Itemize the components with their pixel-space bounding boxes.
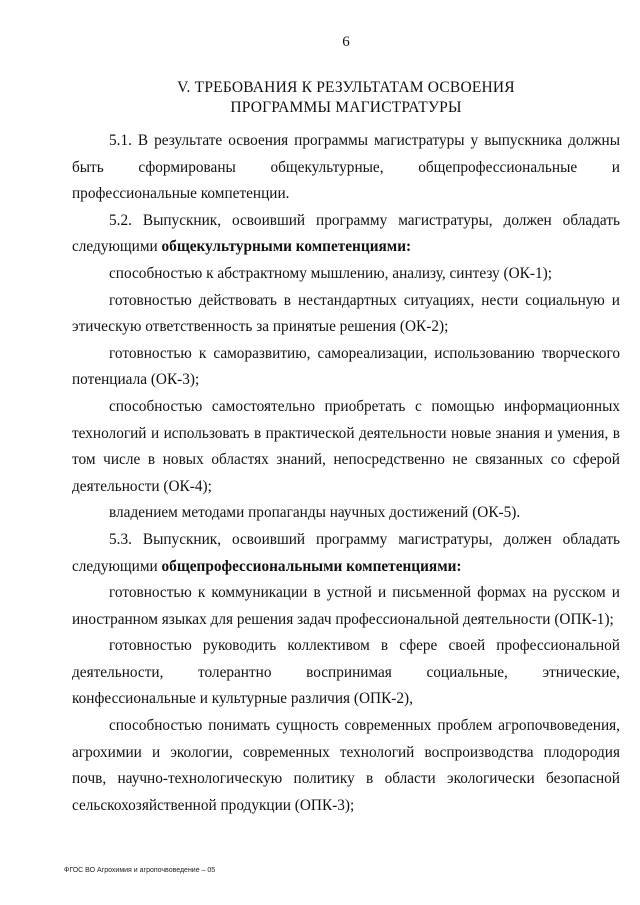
competence-opk-1: готовностью к коммуникации в устной и письменной формах на русском и иностранном языках для решения задач профессиональной деятельности (ОПК-1); (72, 584, 620, 628)
paragraph-5-3-bold: общепрофессиональными компетенциями: (161, 557, 462, 575)
section-heading (100, 78, 592, 118)
section-heading-line-1: V. ТРЕБОВАНИЯ К РЕЗУЛЬТАТАМ ОСВОЕНИЯ (177, 79, 515, 96)
competence-ok-5: владением методами пропаганды научных достижений (ОК-5). (109, 504, 521, 522)
paragraph-5-2-bold: общекультурными компетенциями: (161, 238, 412, 256)
competence-ok-1: способностью к абстрактному мышлению, анализу, синтезу (ОК-1); (109, 264, 552, 282)
document-body (72, 128, 620, 819)
competence-opk-3: способностью понимать сущность современных проблем агропочвоведения, агрохимии и экологии, современных технологий воспроизводства плодородия почв, научно-технологическую политику в области экологически безопасной (72, 717, 620, 788)
competence-opk-3-continued: сельскохозяйственной продукции (ОПК-3); (72, 796, 355, 814)
section-heading-line-2: ПРОГРАММЫ МАГИСТРАТУРЫ (230, 99, 462, 116)
competence-ok-4: способностью самостоятельно приобретать с помощью информационных технологий и использовать в практической деятельности новые знания и умения, в том числе в новых областях знаний, непосредственно не связанных со сферой деятельности (ОК-4); (72, 397, 620, 495)
paragraph-5-3 (72, 527, 620, 580)
footer-note: ФГОС ВО Агрохимия и агропочвоведение – 05 (64, 867, 216, 874)
paragraph-5-2 (72, 208, 620, 261)
paragraph-5-2-text: 5.2. Выпускник, освоивший программу магистратуры, должен обладать следующими (72, 211, 620, 256)
paragraph-5-1: 5.1. В результате освоения программы магистратуры у выпускника должны быть сформированы общекультурные, общепрофессиональные и профессиональные компетенции. (72, 132, 620, 203)
competence-ok-3: готовностью к саморазвитию, самореализации, использованию творческого потенциала (ОК-3); (72, 344, 620, 389)
competence-opk-2: готовностью руководить коллективом в сфере своей профессиональной деятельности, толерантно воспринимая социальные, этнические, конфессиональные и культурные различия (ОПК-2), (72, 637, 620, 708)
competence-ok-2: готовностью действовать в нестандартных ситуациях, нести социальную и этическую ответственность за принятые решения (ОК-2); (72, 291, 620, 336)
paragraph-5-3-text: 5.3. Выпускник, освоивший программу магистратуры, должен обладать следующими (72, 530, 620, 575)
page-number: 6 (342, 34, 350, 50)
